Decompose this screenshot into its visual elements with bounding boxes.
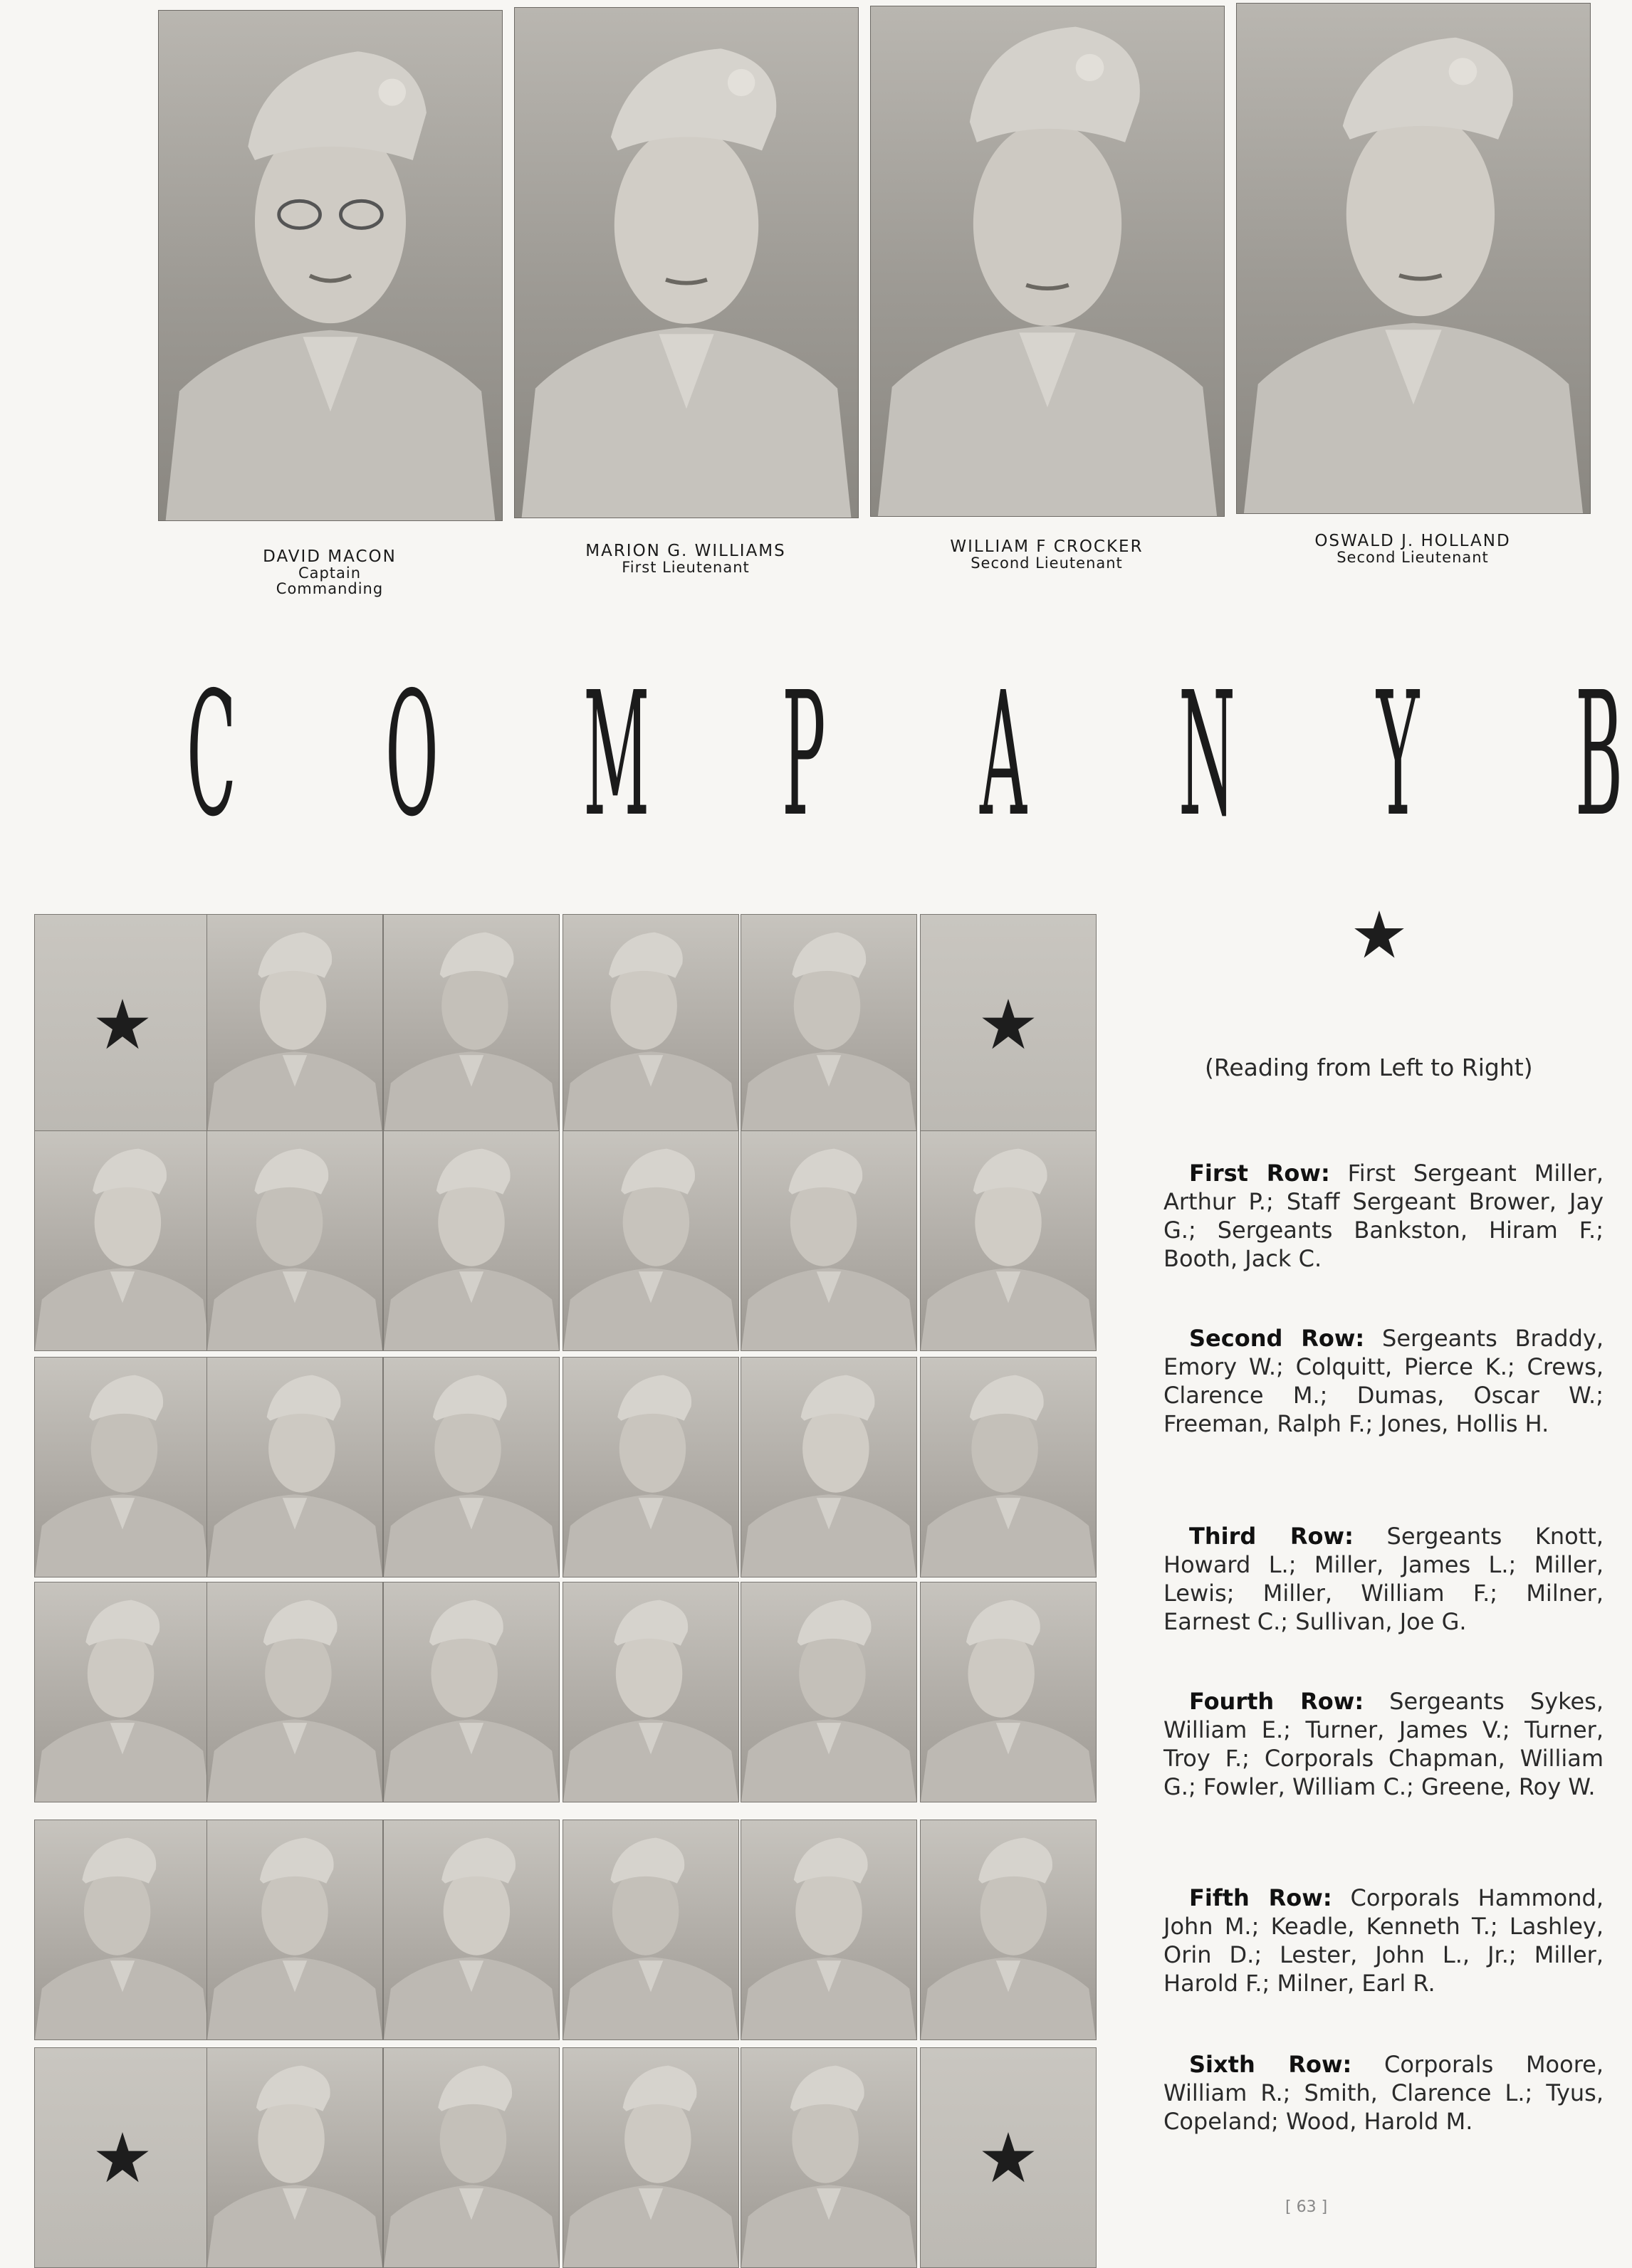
officer-caption	[1208, 532, 1618, 565]
portrait-photo	[1236, 3, 1591, 514]
roster-portrait	[34, 1357, 211, 1577]
title-letter: C	[187, 655, 236, 854]
portrait-photo	[158, 10, 503, 521]
row-label: Second Row:	[1189, 1325, 1365, 1352]
row-label: Fifth Row:	[1189, 1884, 1332, 1911]
star-icon	[95, 2130, 150, 2185]
roster-row-caption	[1163, 1522, 1604, 1636]
roster-portrait	[563, 914, 739, 1135]
roster-portrait	[741, 1820, 917, 2040]
roster-portrait	[741, 1582, 917, 1802]
row-names: Sergeants Braddy, Emory W.; Colquitt, Pierce K.; Crews, Clarence M.; Dumas, Oscar W.; Freeman, Ralph F.; Jones, Hollis H.	[1163, 1325, 1604, 1437]
officer-rank: Second Lieutenant	[971, 555, 1123, 572]
roster-portrait	[741, 2047, 917, 2268]
star-placeholder	[34, 914, 211, 1135]
roster-portrait	[34, 1820, 211, 2040]
officer-rank: First Lieutenant	[622, 559, 750, 577]
roster-portrait	[563, 1357, 739, 1577]
row-label: Sixth Row:	[1189, 2051, 1352, 2078]
roster-portrait	[741, 1130, 917, 1351]
officer-name: OSWALD J. HOLLAND	[1314, 532, 1511, 550]
row-label: Fourth Row:	[1189, 1688, 1364, 1715]
star-placeholder	[34, 2047, 211, 2268]
title-letter: Y	[1376, 655, 1420, 854]
officer-rank: Second Lieutenant	[1337, 549, 1489, 567]
row-names: Sergeants Sykes, William E.; Turner, James V.; Turner, Troy F.; Corporals Chapman, William G.; Fowler, William C.; Greene, Roy W.	[1163, 1688, 1604, 1800]
roster-portrait	[34, 1582, 211, 1802]
row-names: First Sergeant Miller, Arthur P.; Staff Sergeant Brower, Jay G.; Sergeants Bankston, Hiram F.; Booth, Jack C.	[1163, 1160, 1604, 1272]
star-icon	[95, 997, 150, 1052]
roster-row-caption	[1163, 1884, 1604, 1997]
officer-role: Commanding	[276, 580, 384, 598]
title-letter: N	[1178, 655, 1235, 854]
portrait-photo	[514, 7, 859, 518]
roster-row-caption	[1163, 2050, 1604, 2136]
officer-name: DAVID MACON	[263, 547, 397, 566]
roster-portrait	[383, 1820, 560, 2040]
officer-portrait-holland	[1236, 3, 1589, 594]
reading-direction-note: (Reading from Left to Right)	[1205, 1054, 1533, 1081]
star-icon	[1353, 908, 1406, 961]
roster-portrait	[383, 1357, 560, 1577]
roster-portrait	[206, 1130, 383, 1351]
roster-portrait	[383, 2047, 560, 2268]
title-letter: O	[385, 655, 439, 854]
officer-portrait-crocker	[870, 6, 1223, 597]
roster-portrait	[920, 1130, 1097, 1351]
title-letter: B	[1575, 655, 1623, 854]
officer-caption	[130, 548, 530, 597]
roster-portrait	[920, 1357, 1097, 1577]
officer-portrait-macon	[158, 10, 501, 601]
page-title-company-b	[162, 655, 1629, 854]
roster-row-caption	[1163, 1159, 1604, 1273]
officer-caption	[486, 542, 886, 575]
roster-portrait	[741, 1357, 917, 1577]
officer-name: MARION G. WILLIAMS	[585, 542, 786, 560]
officer-caption	[842, 538, 1252, 571]
officer-rank: Captain	[298, 565, 362, 582]
roster-portrait	[920, 1582, 1097, 1802]
star-placeholder	[920, 2047, 1097, 2268]
page-number: [ 63 ]	[1285, 2198, 1328, 2216]
roster-portrait	[920, 1820, 1097, 2040]
roster-row-caption	[1163, 1687, 1604, 1801]
roster-portrait	[206, 1357, 383, 1577]
roster-portrait	[563, 1582, 739, 1802]
roster-portrait	[563, 1130, 739, 1351]
row-names: Corporals Moore, William R.; Smith, Clarence L.; Tyus, Copeland; Wood, Harold M.	[1163, 2051, 1604, 2135]
roster-row-caption	[1163, 1324, 1604, 1438]
roster-portrait	[383, 1582, 560, 1802]
row-names: Corporals Hammond, John M.; Keadle, Kenneth T.; Lashley, Orin D.; Lester, John L., Jr.; Miller, Harold F.; Milner, Earl R.	[1163, 1884, 1604, 1997]
roster-portrait	[563, 1820, 739, 2040]
officer-name: WILLIAM F CROCKER	[950, 537, 1144, 556]
roster-portrait	[563, 2047, 739, 2268]
roster-portrait	[34, 1130, 211, 1351]
title-letter: M	[583, 655, 650, 854]
row-names: Sergeants Knott, Howard L.; Miller, James L.; Miller, Lewis; Miller, William F.; Milner, Earnest C.; Sullivan, Joe G.	[1163, 1523, 1604, 1635]
roster-portrait	[206, 2047, 383, 2268]
officer-portrait-williams	[514, 7, 857, 598]
title-letter: A	[980, 655, 1027, 854]
roster-portrait	[383, 1130, 560, 1351]
roster-portrait	[206, 1820, 383, 2040]
row-label: First Row:	[1189, 1160, 1330, 1187]
title-letter: P	[781, 655, 826, 854]
roster-portrait	[741, 914, 917, 1135]
roster-portrait	[206, 1582, 383, 1802]
roster-portrait	[383, 914, 560, 1135]
star-icon	[980, 997, 1036, 1052]
star-placeholder	[920, 914, 1097, 1135]
roster-portrait	[206, 914, 383, 1135]
star-icon	[980, 2130, 1036, 2185]
row-label: Third Row:	[1189, 1523, 1354, 1550]
portrait-photo	[870, 6, 1225, 517]
